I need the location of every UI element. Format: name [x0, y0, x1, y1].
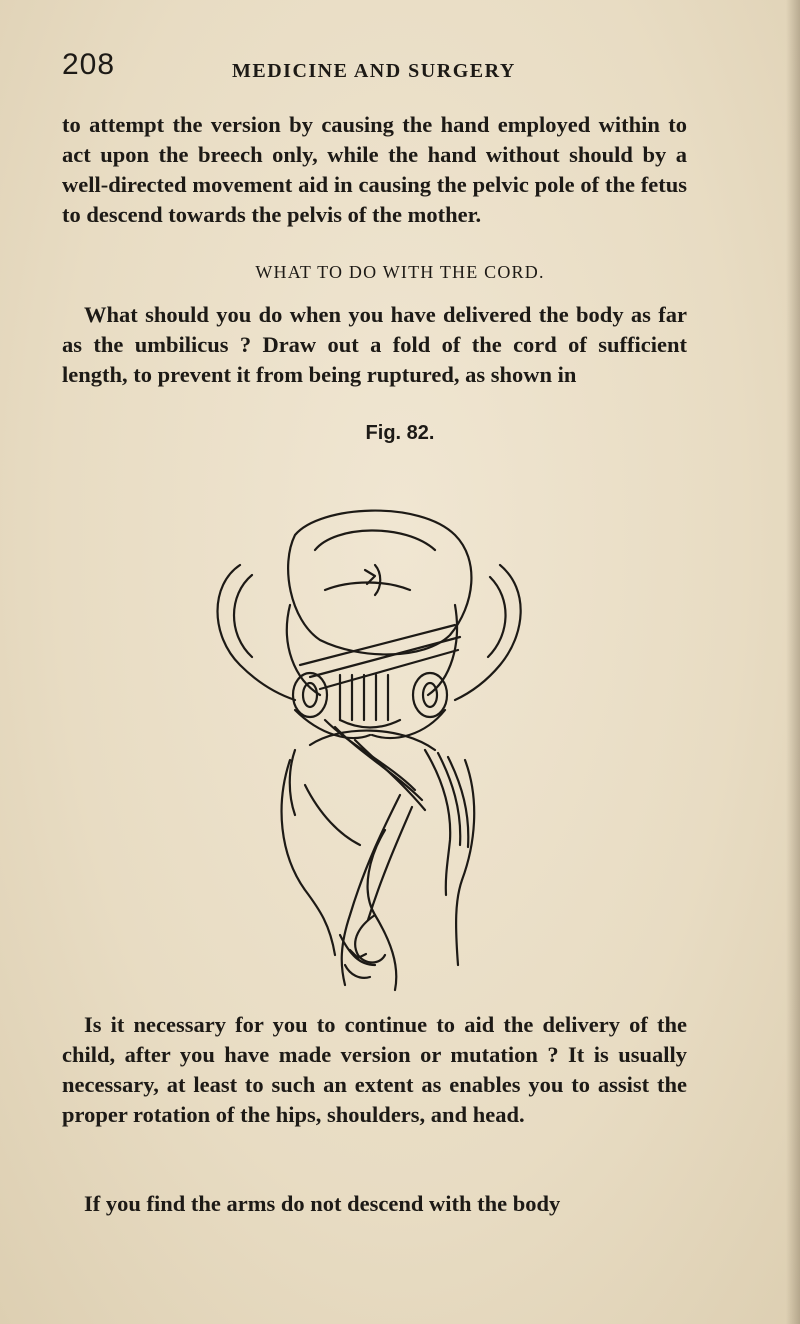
paragraph-arms: If you find the arms do not descend with the body: [84, 1191, 561, 1216]
paragraph-cord: What should you do when you have delivered the body as far as the umbilicus ? Draw out a fold of the cord of sufficient length, to prevent it from being ruptured, as shown in: [62, 302, 687, 387]
figure-caption: Fig. 82.: [365, 422, 435, 444]
section-heading: WHAT TO DO WITH THE CORD.: [255, 262, 545, 282]
page-number: 208: [62, 48, 116, 81]
obstetric-illustration-icon: [200, 495, 540, 995]
page-edge-shadow: [786, 0, 800, 1324]
running-head: MEDICINE AND SURGERY: [232, 60, 516, 82]
paragraph-continue-aid: Is it necessary for you to continue to aid the delivery of the child, after you have made version or mutation ? It is usually necessary, at least to such an extent as enables you to assist the proper rotation of the hips, shoulders, and head.: [62, 1012, 687, 1127]
figure-illustration: [200, 495, 540, 995]
paragraph-version: to attempt the version by causing the hand employed within to act upon the breech only, while the hand without should by a well-directed movement aid in causing the pelvic pole of the fetus to descend towards the pelvis of the mother.: [62, 112, 687, 227]
